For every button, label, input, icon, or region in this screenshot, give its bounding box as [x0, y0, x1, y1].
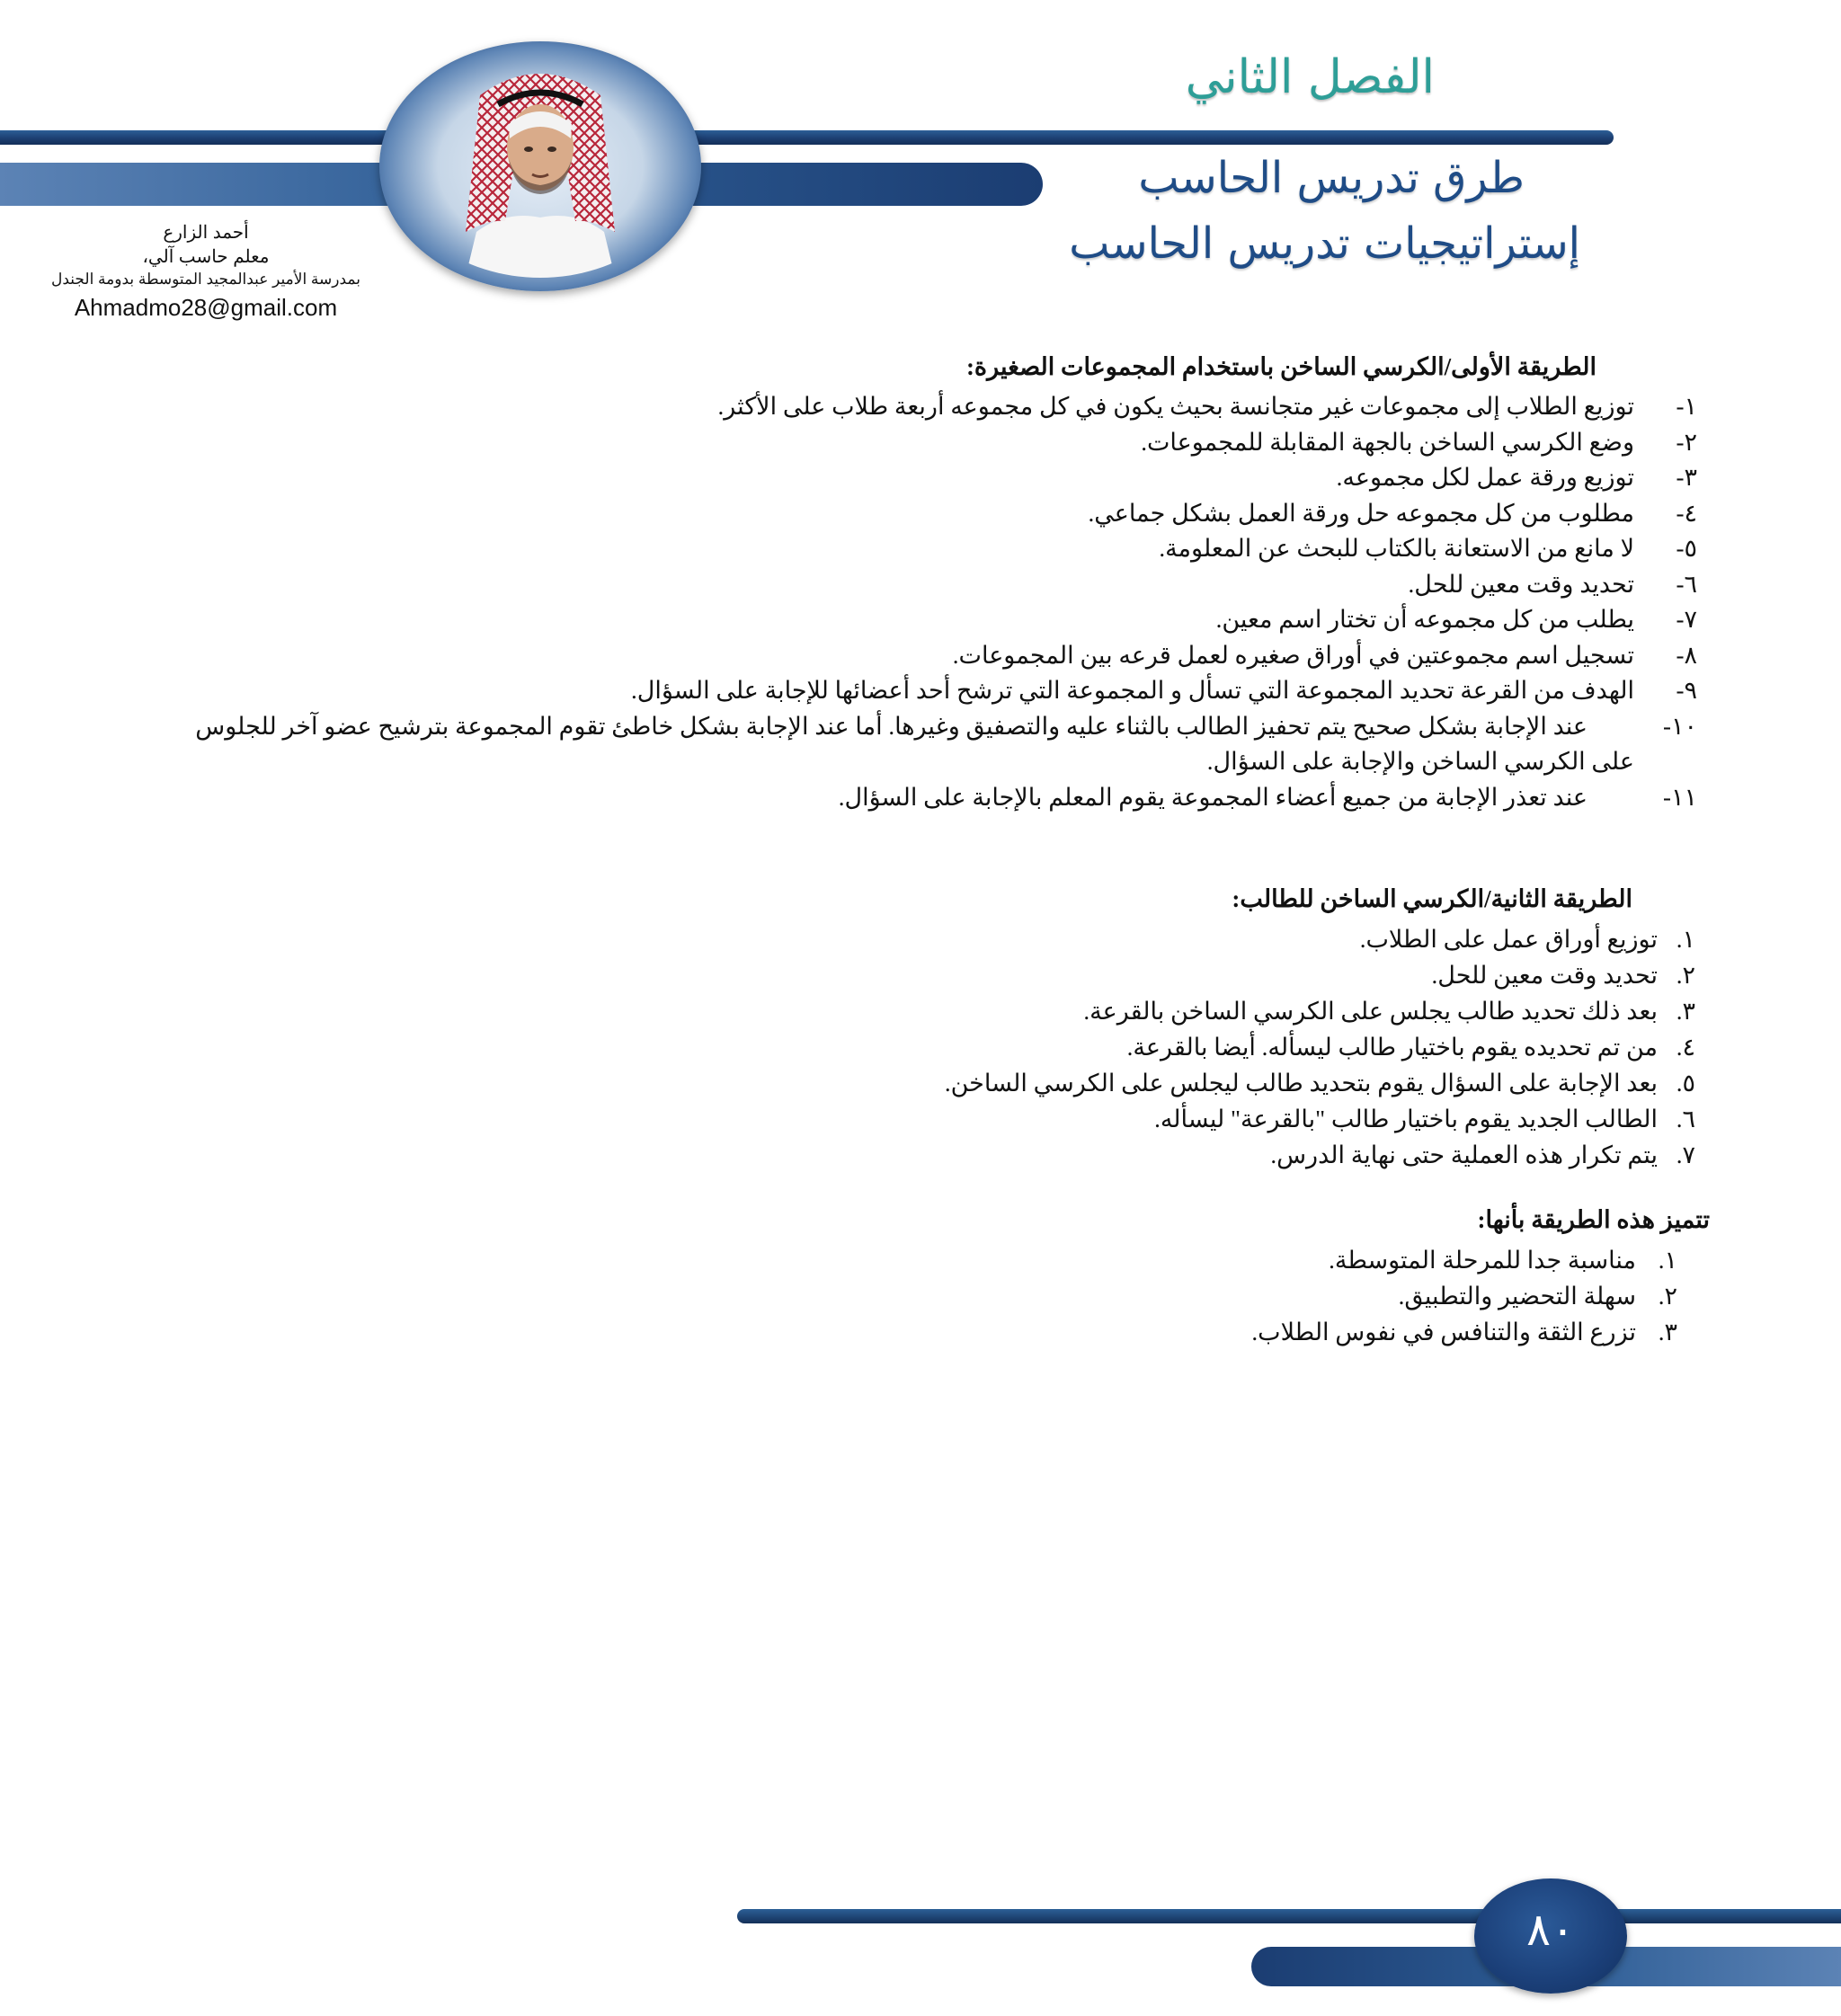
item-number: ٦-	[1676, 570, 1697, 598]
item-text: تسجيل اسم مجموعتين في أوراق صغيره لعمل قرعه بين المجموعات.	[952, 641, 1634, 669]
method-two-list	[0, 921, 1841, 1173]
section-subtitle: طرق تدريس الحاسب	[1138, 153, 1525, 203]
item-text: بعد ذلك تحديد طالب يجلس على الكرسي الساخن بالقرعة.	[1083, 998, 1658, 1025]
item-number: ٤.	[1676, 1034, 1695, 1061]
item-text: سهلة التحضير والتطبيق.	[1398, 1283, 1636, 1310]
item-text: يتم تكرار هذه العملية حتى نهاية الدرس.	[1270, 1141, 1658, 1168]
author-email[interactable]: Ahmadmo28@gmail.com	[74, 293, 338, 321]
item-number: ١٠-	[1662, 712, 1697, 740]
chapter-title: الفصل الثاني	[1185, 50, 1435, 104]
list-item	[0, 993, 1841, 1029]
item-number: ٣.	[1676, 998, 1695, 1025]
features-list	[0, 1242, 1841, 1350]
item-text: عند تعذر الإجابة من جميع أعضاء المجموعة يقوم المعلم بالإجابة على السؤال.	[838, 783, 1588, 811]
item-text: من تم تحديده يقوم باختيار طالب ليسأله. أيضا بالقرعة.	[1126, 1034, 1658, 1061]
item-text: مطلوب من كل مجموعه حل ورقة العمل بشكل جماعي.	[1088, 499, 1634, 527]
method-one-heading: الطريقة الأولى/الكرسي الساخن باستخدام المجموعات الصغيرة:	[965, 353, 1596, 380]
page-number: ٨٠	[1526, 1904, 1575, 1956]
author-job: معلم حاسب آلي،	[142, 247, 270, 267]
author-name: أحمد الزارع	[163, 223, 249, 243]
method-one-list	[0, 389, 1841, 815]
item-number: ٦.	[1676, 1106, 1695, 1132]
list-item	[0, 957, 1841, 993]
item-number: ٥-	[1676, 535, 1697, 562]
item-number: ٥.	[1676, 1070, 1695, 1097]
item-number: ٩-	[1676, 677, 1697, 704]
item-text: عند الإجابة بشكل صحيح يتم تحفيز الطالب بالثناء عليه والتصفيق وغيرها. أما عند الإجابة بشكل خاطئ تقوم المجموعة بترشيح عضو آخر للجلوس	[195, 712, 1588, 740]
item-number: ٣.	[1658, 1319, 1677, 1345]
item-number: ٢.	[1676, 962, 1695, 989]
item-text: الهدف من القرعة تحديد المجموعة التي تسأل و المجموعة التي ترشح أحد أعضائها للإجابة على السؤال.	[630, 677, 1634, 704]
item-number: ٨-	[1676, 641, 1697, 669]
item-number: ١.	[1676, 926, 1695, 953]
list-item	[0, 460, 1841, 496]
author-photo	[379, 41, 701, 291]
list-item	[0, 1137, 1841, 1173]
strategies-subtitle: إستراتيجيات تدريس الحاسب	[1069, 218, 1580, 269]
item-number: ٣-	[1676, 464, 1697, 491]
item-text: توزيع ورقة عمل لكل مجموعه.	[1336, 464, 1634, 491]
list-item	[0, 921, 1841, 957]
item-text: يطلب من كل مجموعه أن تختار اسم معين.	[1215, 606, 1634, 633]
list-item	[0, 602, 1841, 638]
item-continuation: على الكرسي الساخن والإجابة على السؤال.	[1206, 748, 1634, 775]
item-number: ٢-	[1676, 428, 1697, 456]
item-text: تحديد وقت معين للحل.	[1431, 962, 1658, 989]
item-text: بعد الإجابة على السؤال يقوم بتحديد طالب ليجلس على الكرسي الساخن.	[944, 1070, 1658, 1097]
list-item	[0, 1029, 1841, 1065]
list-item	[0, 1242, 1841, 1278]
item-text: وضع الكرسي الساخن بالجهة المقابلة للمجموعات.	[1141, 428, 1634, 456]
item-text: توزيع الطلاب إلى مجموعات غير متجانسة بحيث يكون في كل مجموعه أربعة طلاب على الأكثر.	[717, 393, 1634, 420]
list-item	[0, 425, 1841, 461]
list-item	[0, 780, 1841, 816]
item-number: ٤-	[1676, 499, 1697, 527]
item-number: ١-	[1676, 393, 1697, 420]
features-heading: تتميز هذه الطريقة بأنها:	[1477, 1206, 1710, 1233]
item-number: ٢.	[1658, 1283, 1677, 1310]
item-text: توزيع أوراق عمل على الطلاب.	[1359, 926, 1658, 953]
list-item	[0, 1278, 1841, 1314]
item-number: ١١-	[1662, 783, 1697, 811]
item-text: الطالب الجديد يقوم باختيار طالب "بالقرعة" ليسأله.	[1154, 1106, 1658, 1132]
item-number: ٧-	[1676, 606, 1697, 633]
item-text: لا مانع من الاستعانة بالكتاب للبحث عن المعلومة.	[1159, 535, 1634, 562]
list-item	[0, 389, 1841, 425]
list-item	[0, 1065, 1841, 1101]
item-text: تحديد وقت معين للحل.	[1408, 570, 1634, 598]
list-item	[0, 1101, 1841, 1137]
item-number: ١.	[1658, 1247, 1677, 1274]
item-number: ٧.	[1676, 1141, 1695, 1168]
list-item	[0, 567, 1841, 603]
item-text: تزرع الثقة والتنافس في نفوس الطلاب.	[1251, 1319, 1636, 1345]
list-item	[0, 709, 1841, 745]
author-school: بمدرسة الأمير عبدالمجيد المتوسطة بدومة الجندل	[51, 271, 360, 288]
list-item	[0, 496, 1841, 532]
list-item	[0, 1314, 1841, 1350]
author-info	[31, 221, 381, 324]
list-item	[0, 531, 1841, 567]
list-item	[0, 673, 1841, 709]
list-item	[0, 638, 1841, 674]
header-band-upper	[0, 130, 1614, 145]
footer-band-upper	[737, 1909, 1841, 1923]
method-two-heading: الطريقة الثانية/الكرسي الساخن للطالب:	[1232, 885, 1632, 912]
item-text: مناسبة جدا للمرحلة المتوسطة.	[1329, 1247, 1636, 1274]
